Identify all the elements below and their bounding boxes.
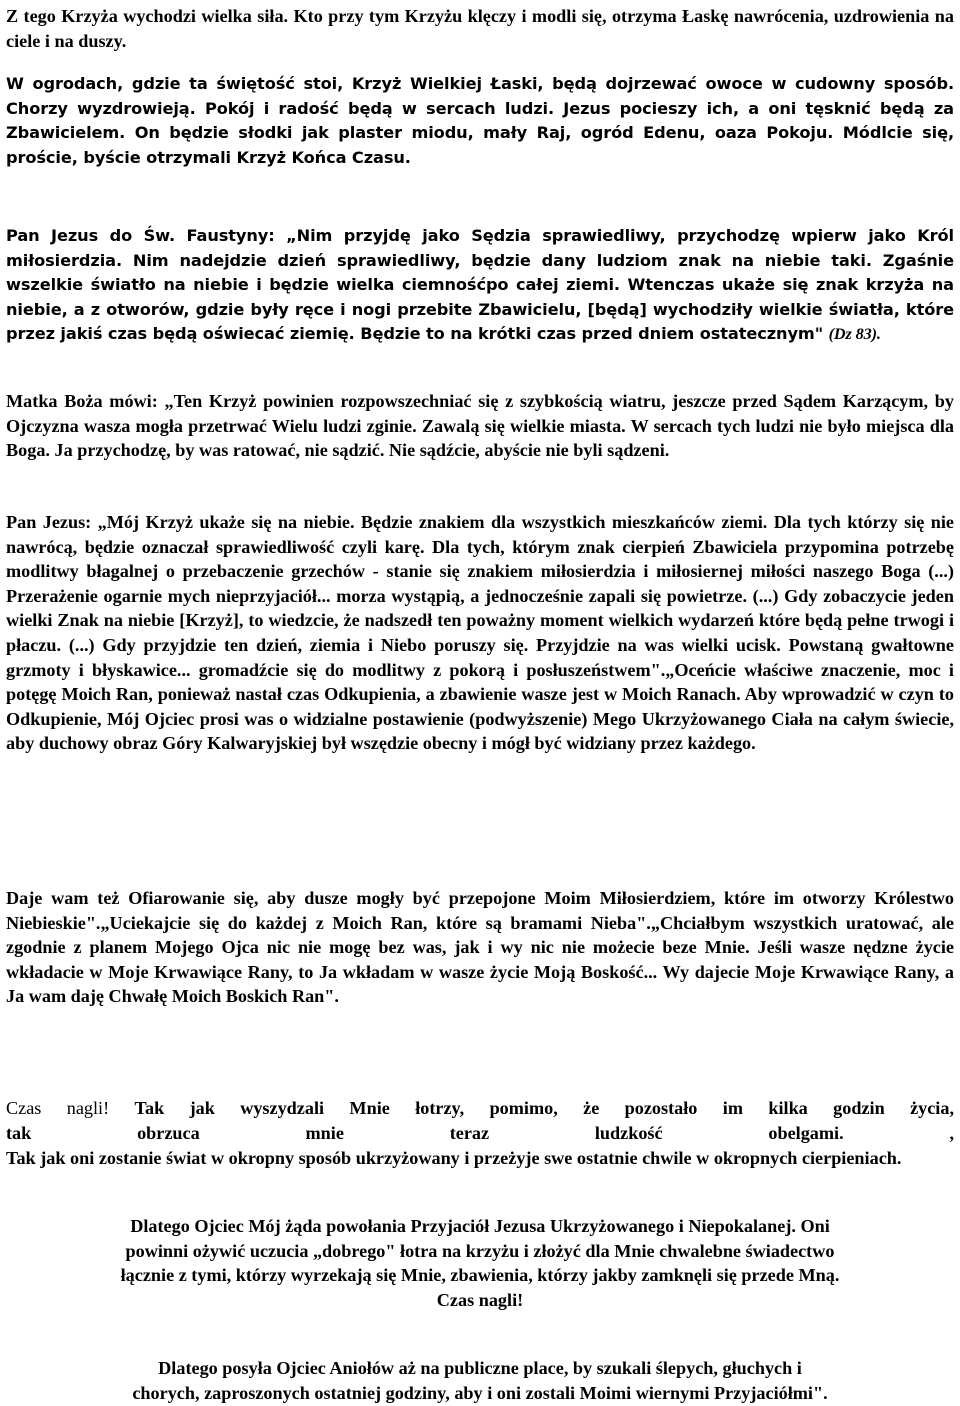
angels-line-2: chorych, zaproszonych ostatniej godziny, aby i oni zostali Moimi wiernymi Przyjaciółmi". xyxy=(132,1382,828,1403)
paragraph-angels xyxy=(6,1356,954,1405)
time-is-short-line-1 xyxy=(6,1096,954,1121)
paragraph-offering: Daje wam też Ofiarowanie się, aby dusze mogły być przepojone Moim Miłosierdziem, które im otworzy Królestwo Niebieskie".„Uciekajcie się do każdej z Moich Ran, które są bramami Nieba".„Chciałbym wszystkich uratować, ale zgodnie z planem Mojego Ojca nic nie mogę bez was, jak i wy nic nie możecie beze Mnie. Jeśli wasze nędzne życie wkładacie w Moje Krwawiące Rany, to Ja wkładam w wasze życie Moją Boskość... Wy dajecie Moje Krwawiące Rany, a Ja wam daję Chwałę Moich Boskich Ran". xyxy=(6,888,954,1007)
angels-line-1: Dlatego posyła Ojciec Aniołów aż na publiczne place, by szukali ślepych, głuchych i xyxy=(158,1358,802,1378)
paragraph-gardens: W ogrodach, gdzie ta świętość stoi, Krzyż Wielkiej Łaski, będą dojrzewać owoce w cudowny sposób. Chorzy wyzdrowieją. Pokój i radość będą w sercach ludzi. Jezus pocieszy ich, a oni tęsknić będą za Zbawicielem. On będzie słodki jak plaster miodu, mały Raj, ogród Edenu, oaza Pokoju. Módlcie się, proście, byście otrzymali Krzyż Końca Czasu. xyxy=(6,74,954,167)
paragraph-jesus-cross-sign: Pan Jezus: „Mój Krzyż ukaże się na niebie. Będzie znakiem dla wszystkich mieszkańców ziemi. Dla tych którzy się nie nawrócą, będzie oznaczał sprawiedliwość czyli karę. Dla tych, którym znak cierpień Zbawiciela przypomina potrzebę modlitwy błagalnej o przebaczenie grzechów - stanie się znakiem miłosierdzia i miłosiernej miłości naszego Boga (...) Przerażenie ogarnie mych nieprzyjaciół... morza wystąpią, a jednocześnie zapali się powietrze. (...) Gdy zobaczycie jeden wielki Znak na niebie [Krzyż], to wiedzcie, że nadszedł ten poważny moment wielkich wydarzeń które będą pełne trwogi i płaczu. (...) Gdy przyjdzie ten dzień, ziemia i Niebo poruszy się. Przyjdzie na was wielki ucisk. Powstaną gwałtowne grzmoty i błyskawice... gromadźcie się do modlitwy z pokorą i posłuszeństwem".„Oceńcie właściwe znaczenie, moc i potęgę Moich Ran, ponieważ nastał czas Odkupienia, a zbawienie wasze jest w Moich Ranach. Aby wprowadzić w czyn to Odkupienie, Mój Ojciec prosi was o widzialne postawienie (podwyższenie) Mego Ukrzyżowanego Ciała na całym świecie, aby duchowy obraz Góry Kalwaryjskiej był wszędzie obecny i mógł być widziany przez każdego. xyxy=(6,512,954,754)
paragraph-faustyna xyxy=(6,224,954,347)
paragraph-friends-of-jesus xyxy=(6,1214,954,1312)
friends-line-3: łącznie z tymi, którzy wyrzekają się Mnie, zbawienia, którzy jakby zamknęli się przede Mną. xyxy=(120,1265,840,1285)
paragraph-faustyna-text: Pan Jezus do Św. Faustyny: „Nim przyjdę jako Sędzia sprawiedliwy, przychodzę wpierw jako Król miłosierdzia. Nim nadejdzie dzień sprawiedliwy, będzie dany ludziom znak na niebie taki. Zgaśnie wszelkie światło na niebie i będzie wielka ciemnośćpo całej ziemi. Wtenczas ukaże się znak krzyża na niebie, a z otworów, gdzie były ręce i nogi przebite Zbawicielu, [będą] wychodziły wielkie światła, które przez jakiś czas będą oświecać ziemię. Będzie to na krótki czas przed dniem ostatecznym" xyxy=(6,226,954,344)
friends-line-1: Dlatego Ojciec Mój żąda powołania Przyjaciół Jezusa Ukrzyżowanego i Niepokalanej. Oni xyxy=(130,1216,830,1236)
diary-reference: (Dz 83). xyxy=(828,325,881,344)
paragraph-mother-of-god: Matka Boża mówi: „Ten Krzyż powinien rozpowszechniać się z szybkością wiatru, jeszcze przed Sądem Karzącym, by Ojczyzna wasza mogła przetrwać Wielu ludzi zginie. Zawalą się wielkie miasta. W sercach tych ludzi nie było miejsca dla Boga. Ja przychodzę, by was ratować, nie sądzić. Nie sądźcie, abyście nie byli sądzeni. xyxy=(6,391,954,461)
paragraph-time-is-short xyxy=(6,1096,954,1170)
friends-line-4: Czas nagli! xyxy=(436,1289,524,1310)
time-is-short-line-1-text: Tak jak wyszydzali Mnie łotrzy, pomimo, że pozostało im kilka godzin życia, xyxy=(134,1098,954,1118)
time-is-short-line-2: tak obrzuca mnie teraz ludzkość obelgami. , xyxy=(6,1122,954,1143)
paragraph-cross-power: Z tego Krzyża wychodzi wielka siła. Kto przy tym Krzyżu klęczy i modli się, otrzyma Łaskę nawrócenia, uzdrowienia na ciele i na duszy. xyxy=(6,6,954,51)
friends-line-2: powinni ożywić uczucia „dobrego" łotra na krzyżu i złożyć dla Mnie chwalebne świadectwo xyxy=(125,1240,835,1261)
time-is-short-rest: Tak jak oni zostanie świat w okropny sposób ukrzyżowany i przeżyje swe ostatnie chwile w okropnych cierpieniach. xyxy=(6,1147,902,1168)
time-is-short-lead: Czas nagli! xyxy=(6,1098,135,1118)
